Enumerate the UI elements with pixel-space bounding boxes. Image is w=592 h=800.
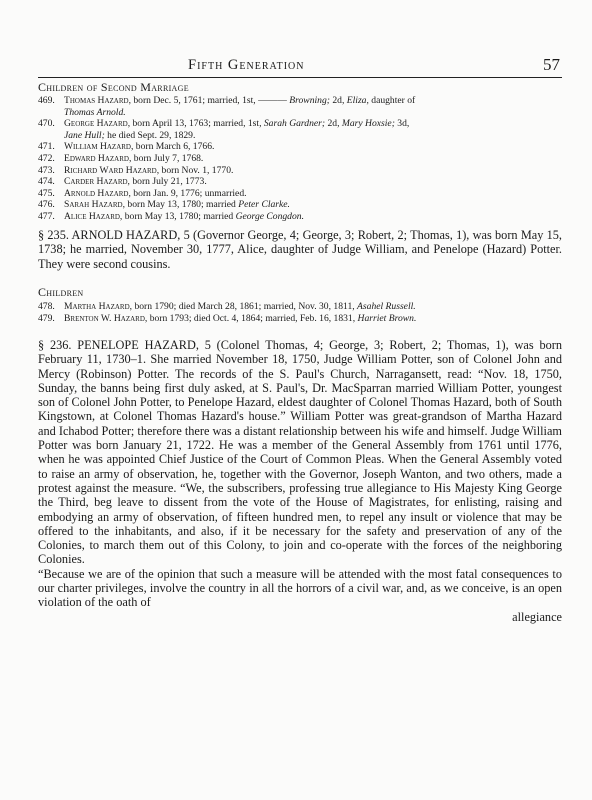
list-entry [38, 313, 562, 325]
header-rule [38, 77, 562, 78]
entry-text: born Dec. 5, 1761; married, 1st, ——— [130, 95, 290, 106]
section-235-text: § 235. ARNOLD HAZARD, 5 (Governor George, 4; George, 3; Robert, 2; Thomas, 1), was born May 15, 1738; he married, November 30, 1777, Alice, daughter of Judge William, and Penelope (Hazard) Potter. They were second cousins. [38, 228, 562, 271]
entry-text: born 1790; died March 28, 1861; married, Nov. 30, 1811, [132, 301, 358, 312]
entry-name: Edward Hazard, [64, 152, 132, 164]
children-second-marriage-heading: Children of Second Marriage [38, 80, 189, 94]
section-236-quote: “Because we are of the opinion that such a measure will be attended with the most fatal consequences to our charter privileges, involve the country in all the horrors of a civil war, and, as we conceive, is an open violation of the oath of [38, 566, 562, 610]
entry-name: Carder Hazard, [64, 176, 130, 188]
list-entry [38, 301, 562, 313]
entry-name: Alice Hazard, [64, 210, 123, 222]
entry-text: 2d, [329, 95, 347, 106]
entry-name: George Hazard, [64, 118, 131, 130]
entry-number: 471. [38, 141, 55, 153]
entry-text: 2d, [325, 118, 342, 130]
entry-text: born Jan. 9, 1776; unmarried. [130, 187, 247, 199]
entry-name: Sarah Hazard, [64, 199, 126, 211]
entry-spouse: Sarah Gardner; [263, 118, 326, 130]
list-entry [38, 176, 562, 188]
entry-text: born 1793; died Oct. 4, 1864; married, Feb. 16, 1831, [147, 312, 358, 324]
list-entry [38, 95, 562, 107]
page-number: 57 [543, 55, 560, 74]
entry-number: 472. [38, 152, 55, 164]
entry-name: Martha Hazard, [64, 301, 133, 312]
list-entry [38, 118, 562, 130]
entry-text: born March 6, 1766. [133, 141, 215, 153]
entry-spouse: Eliza, [346, 95, 369, 106]
entry-number: 469. [38, 95, 55, 106]
running-title: Fifth Generation [188, 57, 305, 73]
entry-number: 470. [38, 118, 55, 130]
entry-name: Arnold Hazard, [64, 187, 131, 199]
entry-spouse: Asahel Russell. [357, 301, 416, 312]
list-entry [38, 199, 562, 211]
entry-number: 478. [38, 301, 55, 312]
section-235-paragraph [38, 228, 562, 271]
entry-spouse: Mary Hoxsie; [341, 118, 395, 130]
entry-spouse: Jane Hull; [64, 129, 105, 141]
entry-name: Richard Ward Hazard, [64, 164, 160, 176]
children-list-478-479 [38, 301, 562, 324]
entry-text: 3d, [394, 118, 410, 130]
list-entry [38, 153, 562, 165]
entry-text: daughter of [368, 95, 416, 106]
entry-number: 477. [38, 210, 55, 222]
entry-number: 474. [38, 176, 55, 188]
entry-spouse: Harriet Brown. [357, 312, 417, 324]
entry-text: born April 13, 1763; married, 1st, [130, 118, 264, 130]
entry-text: born May 13, 1780; married [122, 210, 236, 222]
entry-text: born July 7, 1768. [131, 152, 204, 164]
entry-spouse: George Congdon. [235, 210, 304, 222]
catchword: allegiance [512, 609, 562, 624]
entry-spouse: Browning; [289, 95, 330, 106]
entry-number: 475. [38, 187, 55, 199]
children-list-469-477 [38, 95, 562, 223]
running-header [38, 53, 562, 79]
list-entry [38, 141, 562, 153]
entry-name: Brenton W. Hazard, [64, 312, 148, 324]
entry-number: 476. [38, 199, 55, 211]
entry-name: Thomas Hazard, [64, 95, 131, 106]
entry-spouse: Thomas Arnold. [64, 106, 126, 118]
list-entry [38, 211, 562, 223]
children-heading-235: Children [38, 285, 84, 299]
entry-number: 479. [38, 312, 55, 324]
list-entry [38, 188, 562, 200]
entry-continuation [38, 130, 562, 142]
entry-continuation [38, 107, 562, 119]
entry-text: born Nov. 1, 1770. [159, 164, 234, 176]
section-236-paragraph [38, 338, 562, 624]
entry-name: William Hazard, [64, 141, 134, 153]
entry-spouse: Peter Clarke. [238, 199, 290, 211]
section-236-text: § 236. PENELOPE HAZARD, 5 (Colonel Thomas, 4; George, 3; Robert, 2; Thomas, 1), was born February 11, 1730–1. She married November 18, 1750, Judge William Potter, son of Colonel John and Mercy (Robinson) Potter. The records of the S. Paul's Church, Narragansett, read: “Nov. 18, 1750, Sunday, the banns being first duly asked, at S. Paul's, Dr. MacSparran married William Potter, youngest son of Colonel John Potter, to Penelope Hazard, eldest daughter of Colonel Thomas Hazard, both of South Kingstown, at Colonel Thomas Hazard's house.” William Potter was great-grandson of Martha Hazard and Ichabod Potter; therefore there was a distant relationship between his wife and himself. Judge William Potter was born January 21, 1722. He was a member of the General Assembly from 1761 until 1776, when he was appointed Chief Justice of the Court of Common Pleas. When the General Assembly voted to raise an army of observation, he, together with the Governor, Joseph Wanton, and two others, made a protest against the measure. “We, the subscribers, professing true allegiance to His Majesty King George the Third, beg leave to dissent from the vote of the House of Magistrates, for enlisting, raising and embodying an army of observation, of fifteen hundred men, to repel any insult or violence that may be offered to the inhabitants, and also, if it be necessary for the safety and preservation of any of the Colonies, to march them out of this Colony, to join and co-operate with the forces of the neighboring Colonies. [38, 338, 562, 567]
entry-text: born July 21, 1773. [129, 176, 207, 188]
list-entry [38, 165, 562, 177]
entry-text: he died Sept. 29, 1829. [104, 129, 196, 141]
entry-number: 473. [38, 164, 55, 176]
entry-text: born May 13, 1780; married [125, 199, 239, 211]
